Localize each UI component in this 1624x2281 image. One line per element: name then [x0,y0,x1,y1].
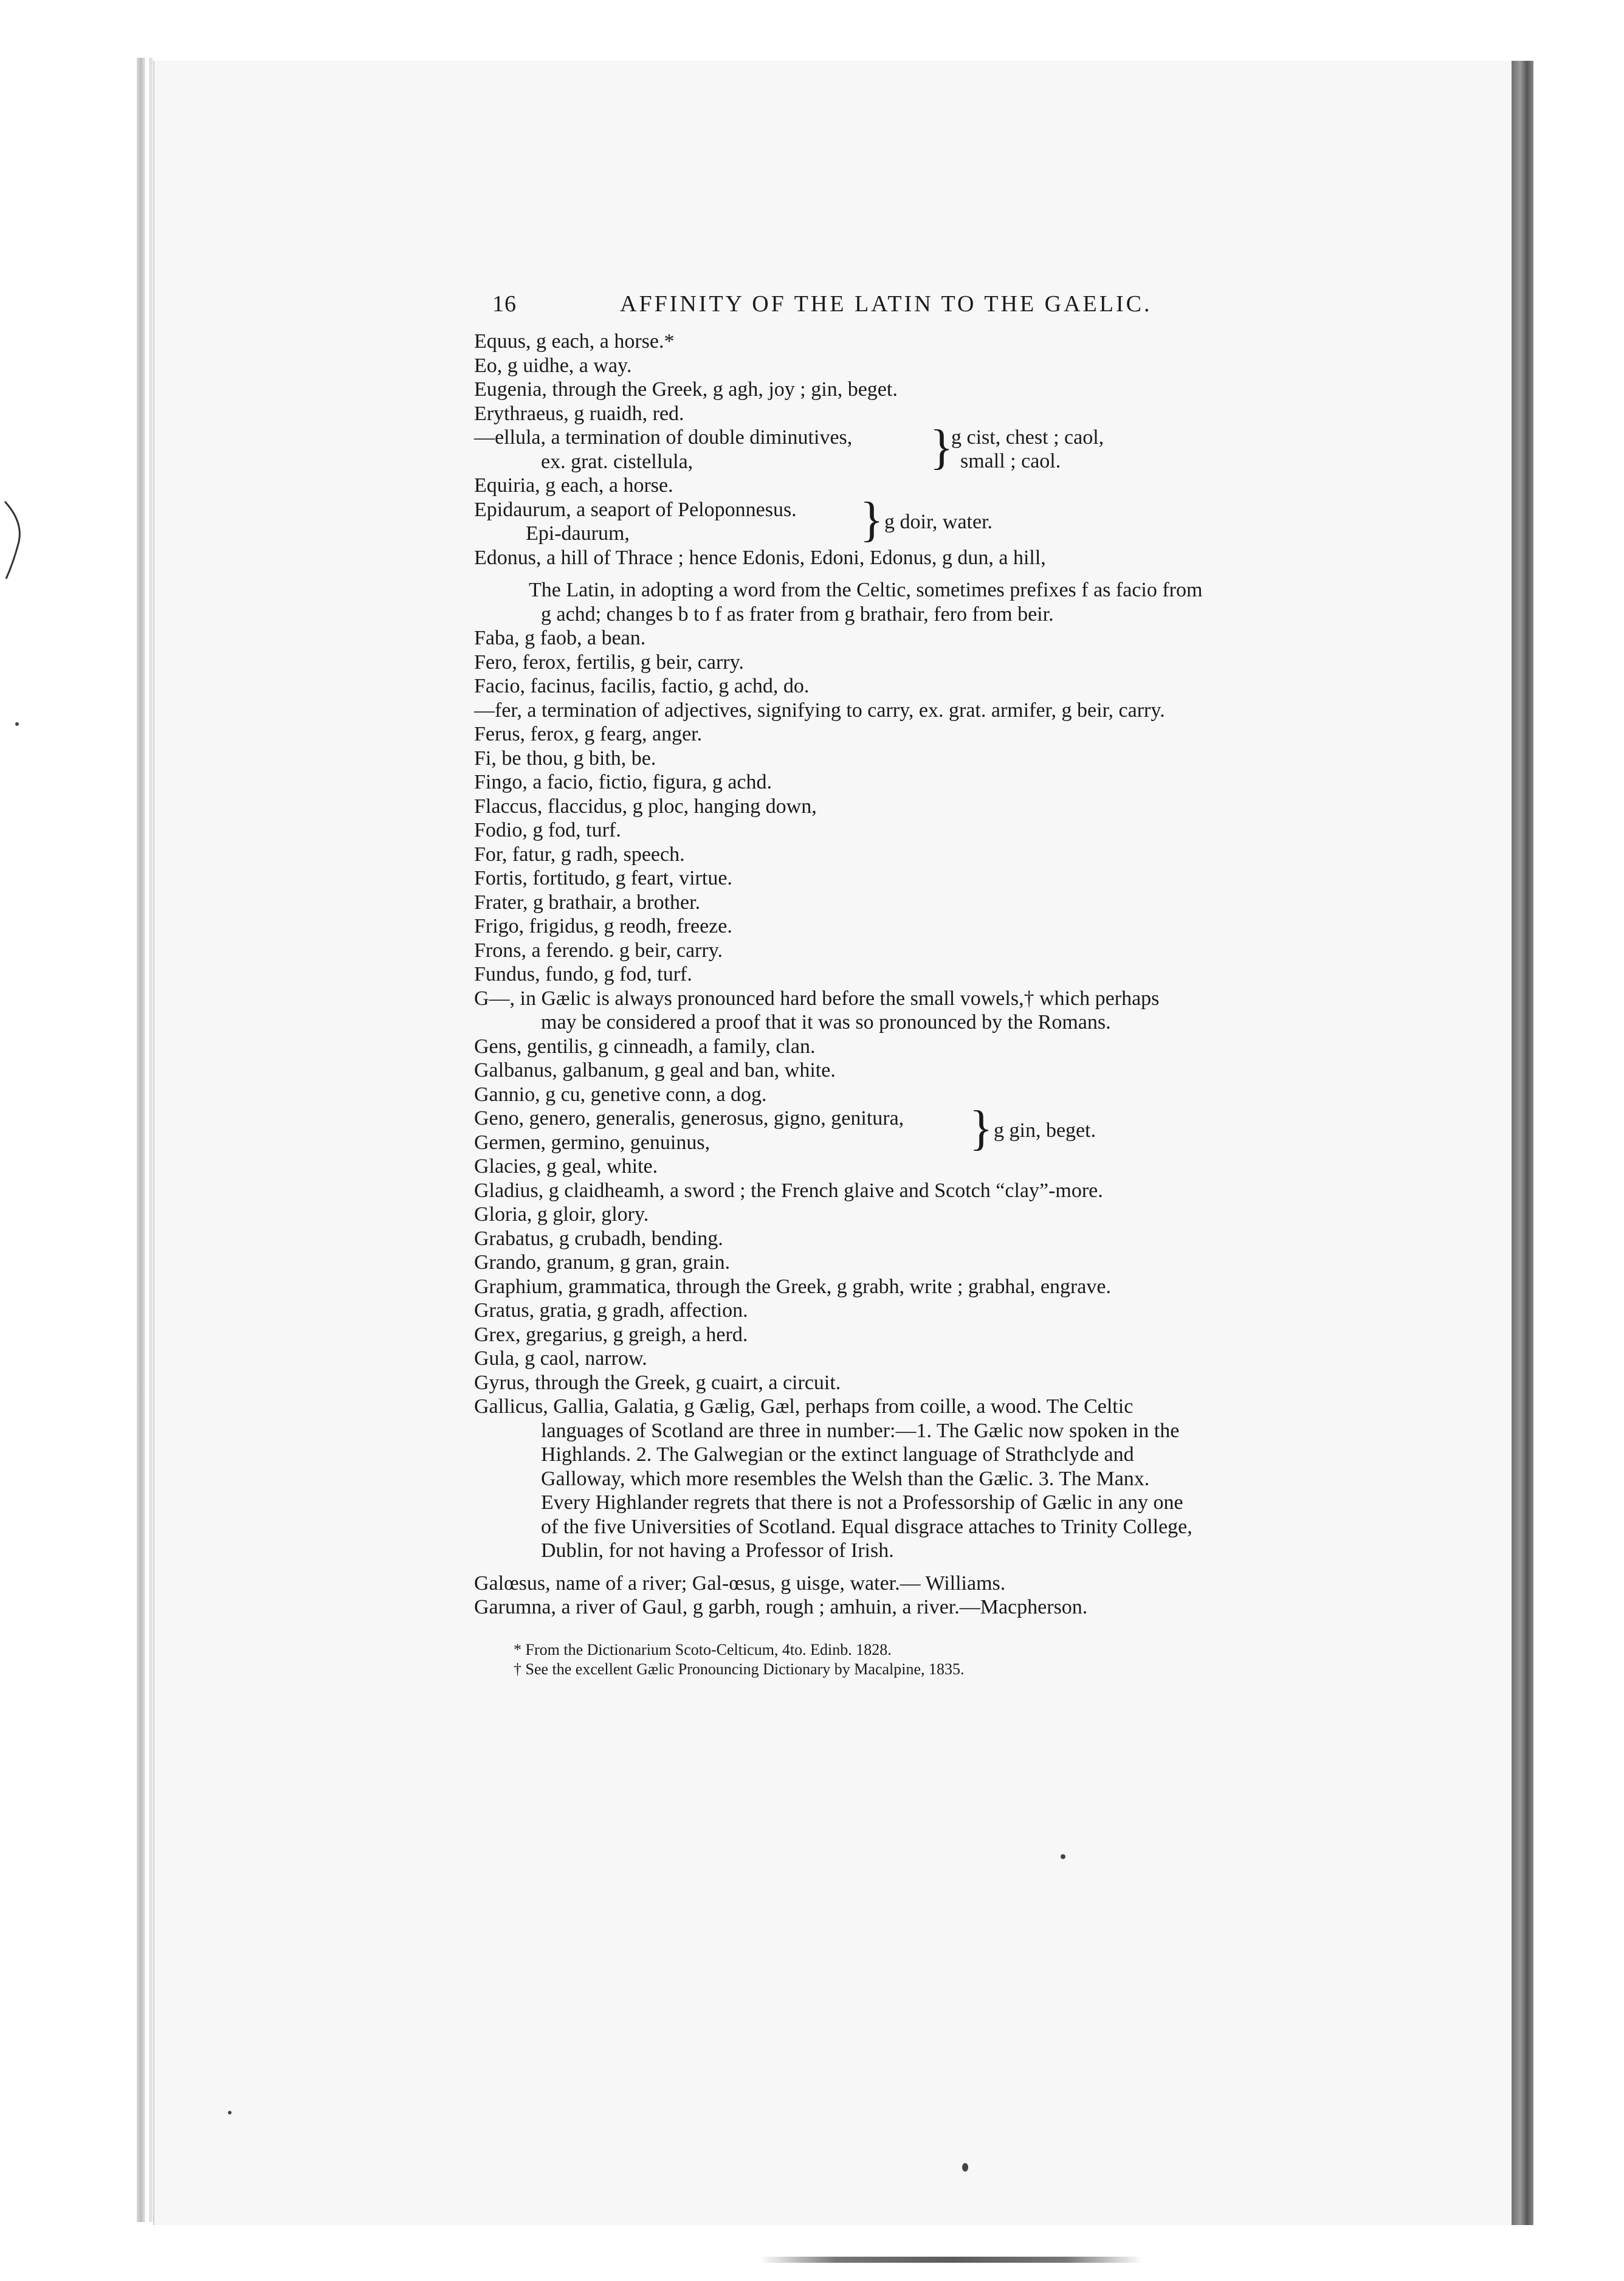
entry-line: Gens, gentilis, g cinneadh, a family, clan. [474,1035,816,1058]
speck [1061,1854,1065,1859]
entry-line: may be considered a proof that it was so pronounced by the Romans. [541,1011,1111,1034]
editorial-note [474,578,1319,626]
geno-entry [474,1102,1319,1155]
entry-line: Gladius, g claidheamh, a sword ; the French glaive and Scotch “clay”-more. [474,1179,1103,1202]
entry-gloss: g doir, water. [884,510,993,533]
speck [962,2163,968,2172]
scan-edge-left [137,58,145,2222]
right-margin [1533,61,1624,2225]
epidaurum-entry [474,492,1319,547]
entry-line: Edonus, a hill of Thrace ; hence Edonis, Edoni, Edonus, g dun, a hill, [474,546,1046,569]
entry-line: Graphium, grammatica, through the Greek, g grabh, write ; grabhal, engrave. [474,1275,1111,1298]
scan-edge-right [1512,61,1533,2225]
entry-line: Frigo, frigidus, g reodh, freeze. [474,915,732,937]
entry-line: Epi-daurum, [526,522,630,545]
entry-line: Gyrus, through the Greek, g cuairt, a circuit. [474,1371,841,1394]
brace-icon: } [969,1102,993,1155]
entry-line: Equus, g each, a horse.* [474,330,675,353]
entry-line: G—, in Gælic is always pronounced hard before the small vowels,† which perhaps [474,987,1160,1010]
entry-line: Frons, a ferendo. g beir, carry. [474,939,723,962]
entry-line: Ferus, ferox, g fearg, anger. [474,723,703,745]
crop-mark [0,499,36,584]
entry-line: Grando, granum, g gran, grain. [474,1251,731,1274]
entry-line: Fi, be thou, g bith, be. [474,747,656,770]
brace-icon: } [860,492,884,547]
entry-gloss: g gin, beget. [994,1119,1096,1142]
entry-line: Galloway, which more resembles the Welsh than the Gælic. 3. The Manx. [541,1467,1150,1490]
entry-line: Fortis, fortitudo, g feart, virtue. [474,867,732,889]
entry-line: Garumna, a river of Gaul, g garbh, rough ; amhuin, a river.—Macpherson. [474,1596,1088,1618]
entry-line: Germen, germino, genuinus, [474,1131,710,1154]
entry-list [474,330,1319,1620]
bottom-smudge [760,2257,1143,2263]
entry-line: Flaccus, flaccidus, g ploc, hanging down, [474,795,817,818]
scan-edge-left-inner [149,58,153,2222]
entry-line: Erythraeus, g ruaidh, red. [474,402,684,425]
entry-gloss: small ; caol. [960,450,1061,472]
footnotes [474,1640,1319,1679]
brace-icon: } [930,421,954,474]
note-line: g achd; changes b to f as frater from g brathair, fero from beir. [541,602,1054,626]
entry-line: Facio, facinus, facilis, factio, g achd, do. [474,675,810,697]
entry-line: Faba, g faob, a bean. [474,627,646,649]
note-line: The Latin, in adopting a word from the Celtic, sometimes prefixes f as facio from [529,579,1203,601]
entry-gloss: g cist, chest ; caol, [951,426,1104,449]
entry-line: Geno, genero, generalis, generosus, gigno, genitura, [474,1107,904,1130]
entry-line: —ellula, a termination of double diminutives, [474,426,853,449]
running-head: AFFINITY OF THE LATIN TO THE GAELIC. [620,291,1152,317]
footnote: * From the Dictionarium Scoto-Celticum, 4to. Edinb. 1828. [514,1640,892,1658]
page-content [474,291,1319,1679]
entry-line: Every Highlander regrets that there is not a Professorship of Gælic in any one [541,1491,1183,1514]
entry-line: Fundus, fundo, g fod, turf. [474,963,692,985]
entry-line: Glacies, g geal, white. [474,1155,658,1178]
entry-line: Grabatus, g crubadh, bending. [474,1227,723,1250]
entry-line: Epidaurum, a seaport of Peloponnesus. [474,498,797,521]
entry-line: Highlands. 2. The Galwegian or the extinct language of Strathclyde and [541,1443,1134,1466]
entry-line: Fero, ferox, fertilis, g beir, carry. [474,650,744,674]
ellula-entry [474,421,1319,474]
entry-line: Galbanus, galbanum, g geal and ban, white. [474,1059,836,1082]
page-number: 16 [492,291,517,317]
entry-line: Fingo, a facio, fictio, figura, g achd. [474,771,772,793]
entry-line: Dublin, for not having a Professor of Irish. [541,1539,894,1562]
entry-line: Gula, g caol, narrow. [474,1347,647,1370]
entry-line: ex. grat. cistellula, [541,450,693,473]
entry-line: languages of Scotland are three in number:—1. The Gælic now spoken in the [541,1419,1180,1442]
entry-line: Equiria, g each, a horse. [474,474,673,497]
entry-line: For, fatur, g radh, speech. [474,843,685,866]
entry-line: Gannio, g cu, genetive conn, a dog. [474,1083,767,1106]
entry-line: Eo, g uidhe, a way. [474,354,632,377]
speck [228,2111,232,2114]
entry-line: Frater, g brathair, a brother. [474,891,701,914]
entry-line: Gratus, gratia, g gradh, affection. [474,1299,748,1322]
entry-line: of the five Universities of Scotland. Equal disgrace attaches to Trinity College, [541,1515,1192,1538]
entry-line: Fodio, g fod, turf. [474,819,621,841]
entry-line: Eugenia, through the Greek, g agh, joy ; gin, beget. [474,378,898,401]
entry-line: Gallicus, Gallia, Galatia, g Gælig, Gæl, perhaps from coille, a wood. The Celtic [474,1395,1134,1418]
speck [15,722,19,726]
entry-line: Galœsus, name of a river; Gal-œsus, g uisge, water.— Williams. [474,1572,1006,1595]
entry-line: Gloria, g gloir, glory. [474,1203,649,1226]
page-header [474,291,1319,326]
footnote: † See the excellent Gælic Pronouncing Dictionary by Macalpine, 1835. [514,1660,965,1678]
entry-line: —fer, a termination of adjectives, signifying to carry, ex. grat. armifer, g beir, carry. [474,699,1165,722]
entry-line: Grex, gregarius, g greigh, a herd. [474,1323,748,1346]
